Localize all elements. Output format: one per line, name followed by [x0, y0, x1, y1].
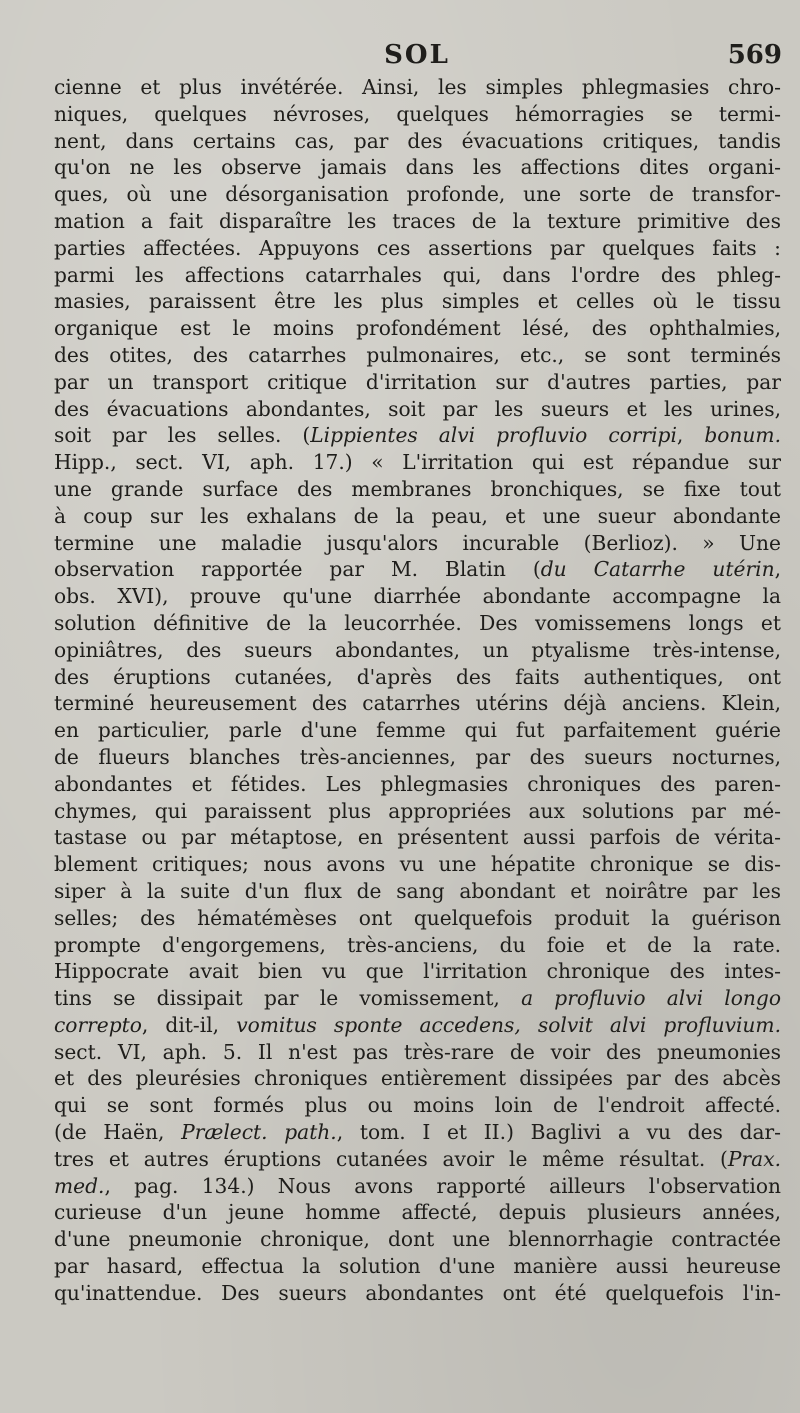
- text-run: qu'inattendue. Des sueurs abondantes ont été quelquefois l'in-: [54, 1280, 781, 1305]
- italic-text: vomitus sponte accedens, solvit alvi profluvium.: [236, 1012, 781, 1037]
- text-run: abondantes et fétides. Les phlegmasies chroniques des paren-: [54, 771, 781, 796]
- text-line: [54, 878, 781, 905]
- text-line: [54, 583, 781, 610]
- text-line: [54, 744, 781, 771]
- text-run: ,: [774, 557, 781, 582]
- text-run: termine une maladie jusqu'alors incurable (Berlioz). » Une: [54, 530, 781, 555]
- italic-text: a profluvio alvi longo: [521, 986, 781, 1011]
- text-line: [54, 958, 781, 985]
- text-line: [54, 128, 781, 155]
- text-run: solution définitive de la leucorrhée. Des vomissemens longs et: [54, 610, 781, 635]
- text-line: [54, 851, 781, 878]
- text-run: selles; des hématémèses ont quelquefois produit la guérison: [54, 905, 781, 930]
- text-run: des otites, des catarrhes pulmonaires, etc., se sont terminés: [54, 342, 781, 367]
- italic-text: Prælect. path.: [181, 1120, 337, 1145]
- text-run: opiniâtres, des sueurs abondantes, un ptyalisme très-intense,: [54, 637, 781, 662]
- text-run: qui se sont formés plus ou moins loin de l'endroit affecté.: [54, 1093, 781, 1118]
- body-text: [54, 74, 781, 1307]
- text-run: tastase ou par métaptose, en présentent aussi parfois de vérita-: [54, 825, 781, 850]
- text-line: [54, 717, 781, 744]
- text-run: blement critiques; nous avons vu une hépatite chronique se dis-: [54, 852, 781, 877]
- text-run: (de Haën,: [54, 1120, 182, 1145]
- text-run: parmi les affections catarrhales qui, dans l'ordre des phleg-: [54, 262, 781, 287]
- text-run: siper à la suite d'un flux de sang abondant et noirâtre par les: [54, 878, 781, 903]
- text-run: terminé heureusement des catarrhes utérins déjà anciens. Klein,: [54, 691, 781, 716]
- text-run: d'une pneumonie chronique, dont une blennorrhagie contractée: [54, 1227, 781, 1252]
- text-run: Hippocrate avait bien vu que l'irritation chronique des intes-: [54, 959, 781, 984]
- page-number: 569: [727, 40, 782, 70]
- text-line: [54, 449, 781, 476]
- text-line: [54, 905, 781, 932]
- italic-text: Lippientes alvi profluvio corripi: [310, 423, 677, 448]
- text-line: [54, 154, 781, 181]
- text-run: des éruptions cutanées, d'après des faits authentiques, ont: [54, 664, 781, 689]
- text-run: masies, paraissent être les plus simples et celles où le tissu: [54, 289, 781, 314]
- text-run: et des pleurésies chroniques entièrement dissipées par des abcès: [54, 1066, 781, 1091]
- text-run: à coup sur les exhalans de la peau, et une sueur abondante: [54, 503, 781, 528]
- text-line: [54, 101, 781, 128]
- text-run: observation rapportée par M. Blatin (: [54, 557, 541, 582]
- text-line: [54, 637, 781, 664]
- running-title: SOL: [384, 40, 450, 70]
- text-run: , tom. I et II.) Baglivi a vu des dar-: [336, 1120, 781, 1145]
- text-run: , pag. 134.) Nous avons rapporté ailleurs l'observation: [104, 1173, 781, 1198]
- text-line: [54, 798, 781, 825]
- text-run: curieuse d'un jeune homme affecté, depuis plusieurs années,: [54, 1200, 781, 1225]
- text-line: [54, 1012, 781, 1039]
- text-line: [54, 530, 781, 557]
- italic-text: bonum.: [704, 423, 781, 448]
- text-line: [54, 422, 781, 449]
- text-line: [54, 208, 781, 235]
- text-line: [54, 74, 781, 101]
- text-run: Hipp., sect. VI, aph. 17.) « L'irritation qui est répandue sur: [54, 450, 781, 475]
- text-run: sect. VI, aph. 5. Il n'est pas très-rare de voir des pneumonies: [54, 1039, 781, 1064]
- italic-text: Prax.: [727, 1146, 781, 1171]
- text-run: , dit-il,: [141, 1012, 237, 1037]
- text-run: chymes, qui paraissent plus appropriées aux solutions par mé-: [54, 798, 781, 823]
- text-line: [54, 235, 781, 262]
- text-run: qu'on ne les observe jamais dans les affections dites organi-: [54, 155, 781, 180]
- text-line: [54, 771, 781, 798]
- text-line: [54, 476, 781, 503]
- italic-text: med.: [54, 1173, 105, 1198]
- text-run: soit par les selles. (: [54, 423, 311, 448]
- text-line: [54, 690, 781, 717]
- text-run: organique est le moins profondément lésé, des ophthalmies,: [54, 316, 781, 341]
- text-run: par hasard, effectua la solution d'une manière aussi heureuse: [54, 1254, 781, 1279]
- text-run: tres et autres éruptions cutanées avoir le même résultat. (: [54, 1146, 728, 1171]
- text-line: [54, 1199, 781, 1226]
- text-line: [54, 288, 781, 315]
- text-run: nent, dans certains cas, par des évacuations critiques, tandis: [54, 128, 781, 153]
- text-line: [54, 610, 781, 637]
- text-run: ques, où une désorganisation profonde, une sorte de transfor-: [54, 182, 781, 207]
- text-run: prompte d'engorgemens, très-anciens, du foie et de la rate.: [54, 932, 781, 957]
- text-line: [54, 1226, 781, 1253]
- text-run: niques, quelques névroses, quelques hémorragies se termi-: [54, 101, 781, 126]
- text-line: [54, 1253, 781, 1280]
- text-run: de flueurs blanches très-anciennes, par des sueurs nocturnes,: [54, 744, 781, 769]
- text-line: [54, 1065, 781, 1092]
- text-line: [54, 985, 781, 1012]
- italic-text: correpto: [54, 1012, 142, 1037]
- text-line: [54, 1092, 781, 1119]
- text-run: mation a fait disparaître les traces de la texture primitive des: [54, 208, 781, 233]
- text-run: ,: [676, 423, 705, 448]
- text-run: une grande surface des membranes bronchiques, se fixe tout: [54, 476, 781, 501]
- text-line: [54, 181, 781, 208]
- running-head: [52, 40, 782, 72]
- text-line: [54, 1173, 781, 1200]
- text-line: [54, 1280, 781, 1307]
- text-run: parties affectées. Appuyons ces assertions par quelques faits :: [54, 235, 781, 260]
- text-line: [54, 396, 781, 423]
- text-line: [54, 369, 781, 396]
- text-run: par un transport critique d'irritation sur d'autres parties, par: [54, 369, 781, 394]
- text-line: [54, 342, 781, 369]
- text-line: [54, 932, 781, 959]
- text-run: obs. XVI), prouve qu'une diarrhée abondante accompagne la: [54, 584, 781, 609]
- text-run: tins se dissipait par le vomissement,: [54, 986, 522, 1011]
- text-line: [54, 664, 781, 691]
- text-line: [54, 1146, 781, 1173]
- text-line: [54, 1119, 781, 1146]
- text-run: des évacuations abondantes, soit par les sueurs et les urines,: [54, 396, 781, 421]
- text-run: en particulier, parle d'une femme qui fut parfaitement guérie: [54, 718, 781, 743]
- text-line: [54, 503, 781, 530]
- italic-text: du Catarrhe utérin: [540, 557, 775, 582]
- text-line: [54, 262, 781, 289]
- text-line: [54, 315, 781, 342]
- text-line: [54, 1039, 781, 1066]
- text-line: [54, 556, 781, 583]
- text-run: cienne et plus invétérée. Ainsi, les simples phlegmasies chro-: [54, 75, 781, 99]
- text-line: [54, 824, 781, 851]
